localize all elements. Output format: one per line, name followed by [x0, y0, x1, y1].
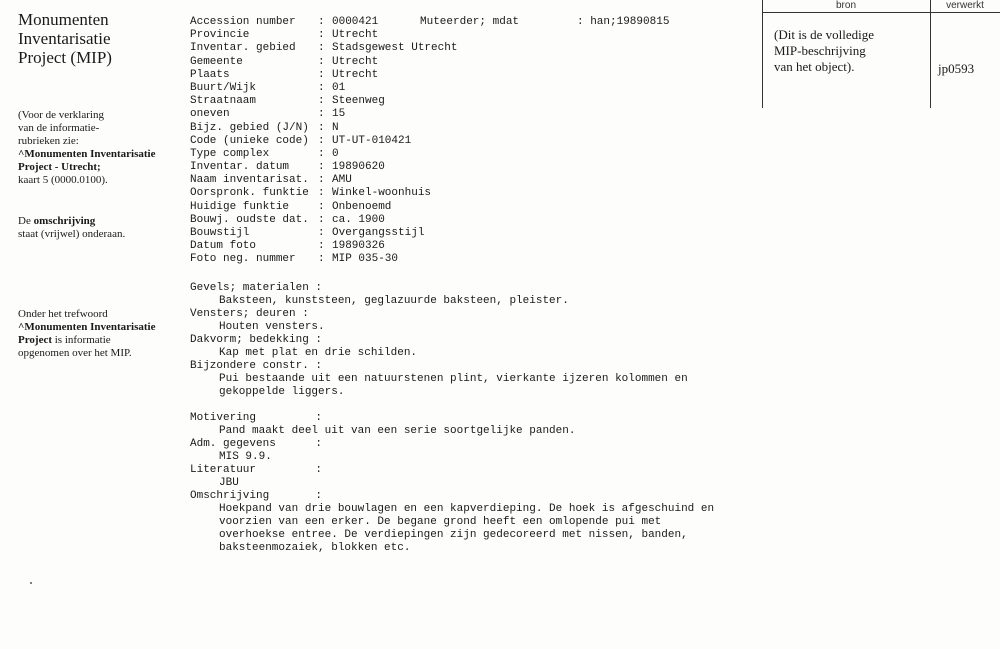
field-value: 15 — [332, 108, 346, 121]
section-text: Pui bestaande uit een natuurstenen plint, vierkante ijzeren kolommen en — [219, 373, 688, 385]
field-separator: : — [318, 16, 325, 28]
field-row — [190, 201, 452, 214]
field-row — [190, 16, 452, 29]
field-label: Oorspronk. funktie — [190, 187, 309, 200]
field-separator: : — [318, 108, 325, 121]
field-separator: : — [318, 95, 325, 108]
section-text: JBU — [219, 477, 239, 489]
note-line: Onder het trefwoord — [18, 308, 108, 320]
note-line: rubrieken zie: — [18, 135, 79, 147]
field-separator: : — [318, 55, 325, 68]
field-label: Inventar. datum — [190, 161, 290, 174]
section-heading: Dakvorm; bedekking : — [190, 334, 323, 346]
section-heading: Vensters; deuren : — [190, 308, 309, 320]
section-gevels — [190, 282, 750, 308]
field-row — [190, 253, 452, 266]
section-text: overhoekse entree. De verdiepingen zijn gedecoreerd met nissen, banden, — [219, 529, 688, 541]
note-bold: Project — [18, 334, 52, 346]
keyword-note — [18, 308, 168, 360]
field-value: ca. 1900 — [332, 213, 385, 226]
source-note-line: van het object). — [774, 59, 855, 74]
section-text: Houten vensters. — [219, 321, 325, 333]
section-adm-gegevens — [190, 438, 750, 464]
mutator-value: : han;19890815 — [577, 16, 670, 28]
field-row — [190, 69, 452, 82]
field-row — [190, 240, 452, 253]
field-label: Gemeente — [190, 55, 243, 68]
record-fields — [190, 16, 670, 267]
field-value: AMU — [332, 174, 352, 187]
field-separator: : — [318, 174, 325, 187]
section-text: MIS 9.9. — [219, 451, 272, 463]
field-label: Accession number — [190, 16, 296, 28]
section-heading: Bijzondere constr. : — [190, 360, 323, 372]
note-bold: Project - Utrecht; — [18, 161, 101, 173]
field-row — [190, 174, 452, 187]
field-row — [190, 42, 458, 55]
scan-speck — [30, 582, 32, 584]
note-bold: ^Monumenten Inventarisatie — [18, 321, 156, 333]
field-value: 19890326 — [332, 240, 385, 253]
field-separator: : — [318, 240, 325, 253]
field-row — [190, 214, 452, 227]
field-label: Datum foto — [190, 240, 257, 253]
field-row — [190, 161, 452, 174]
note-line: kaart 5 (0000.0100). — [18, 174, 108, 186]
record-sections — [190, 282, 750, 555]
field-value: Utrecht — [332, 68, 379, 81]
field-label: Plaats — [190, 68, 230, 81]
field-row — [190, 56, 452, 69]
field-separator: : — [318, 81, 325, 94]
field-value: 0000421 — [332, 16, 379, 28]
field-separator: : — [318, 161, 325, 174]
explanation-note — [18, 109, 168, 187]
section-text: Kap met plat en drie schilden. — [219, 347, 418, 359]
table-divider — [930, 0, 931, 108]
field-value: 19890620 — [332, 161, 385, 174]
section-vensters — [190, 308, 750, 334]
section-text: baksteenmozaiek, blokken etc. — [219, 542, 411, 554]
table-border — [762, 0, 763, 108]
field-value: MIP 035-30 — [332, 253, 399, 266]
field-separator: : — [318, 29, 325, 42]
field-label: Provincie — [190, 29, 250, 42]
field-value: Overgangsstijl — [332, 227, 425, 239]
field-row — [190, 82, 452, 95]
section-heading: Gevels; materialen : — [190, 282, 323, 294]
processed-code: jp0593 — [938, 61, 975, 76]
section-heading: Adm. gegevens : — [190, 438, 323, 450]
field-label: Bouwstijl — [190, 227, 250, 239]
project-title-line: Project (MIP) — [18, 48, 112, 67]
field-separator: : — [318, 121, 325, 134]
field-value: Winkel-woonhuis — [332, 187, 432, 200]
note-line: staat (vrijwel) onderaan. — [18, 228, 126, 240]
table-header-rule — [762, 12, 1000, 13]
field-separator: : — [318, 42, 325, 55]
column-header-verwerkt: verwerkt — [946, 0, 984, 11]
field-label: Bijz. gebied (J/N) — [190, 121, 309, 134]
source-note — [774, 27, 914, 75]
field-label: Bouwj. oudste dat. — [190, 213, 309, 226]
field-separator: : — [318, 253, 325, 266]
field-row — [190, 135, 452, 148]
description-location-note — [18, 215, 168, 241]
field-value: Onbenoemd — [332, 200, 392, 213]
section-text: voorzien van een erker. De begane grond heeft een omlopende pui met — [219, 516, 662, 528]
section-omschrijving — [190, 490, 750, 555]
source-note-line: MIP-beschrijving — [774, 43, 866, 58]
field-row — [190, 108, 452, 121]
note-line: (Voor de verklaring — [18, 109, 104, 121]
field-label: Type complex — [190, 147, 270, 160]
note-text: is informatie — [52, 334, 111, 346]
note-text: De — [18, 215, 34, 227]
field-value: UT-UT-010421 — [332, 134, 412, 147]
field-row — [190, 148, 452, 161]
mutator-label: Muteerder; mdat — [420, 16, 520, 28]
note-line: opgenomen over het MIP. — [18, 347, 132, 359]
section-motivering — [190, 412, 750, 438]
field-separator: : — [318, 213, 325, 226]
field-separator: : — [318, 147, 325, 160]
note-bold: ^Monumenten Inventarisatie — [18, 148, 156, 160]
note-line: van de informatie- — [18, 122, 100, 134]
field-label: Inventar. gebied — [190, 42, 296, 55]
field-label: Straatnaam — [190, 95, 257, 108]
field-label: Buurt/Wijk — [190, 81, 257, 94]
field-row — [190, 122, 452, 135]
section-text: Baksteen, kunststeen, geglazuurde baksteen, pleister. — [219, 295, 569, 307]
field-value: Utrecht — [332, 29, 379, 42]
field-separator: : — [318, 227, 325, 239]
section-dakvorm — [190, 334, 750, 360]
field-value: N — [332, 121, 339, 134]
field-label: Foto neg. nummer — [190, 253, 296, 266]
field-separator: : — [318, 187, 325, 200]
field-label: Code (unieke code) — [190, 134, 309, 147]
section-text: gekoppelde liggers. — [219, 386, 345, 398]
field-row — [190, 187, 452, 200]
field-value: Steenweg — [332, 95, 385, 108]
project-title-line: Monumenten — [18, 10, 109, 29]
source-note-line: (Dit is de volledige — [774, 27, 875, 42]
field-separator: : — [318, 200, 325, 213]
field-label: Huidige funktie — [190, 200, 290, 213]
field-value: 0 — [332, 147, 339, 160]
field-separator: : — [318, 134, 325, 147]
section-heading: Motivering : — [190, 412, 323, 424]
section-bijzondere-constr — [190, 360, 750, 399]
field-row — [190, 227, 452, 240]
field-separator: : — [318, 68, 325, 81]
section-heading: Literatuur : — [190, 464, 323, 476]
field-row — [190, 29, 452, 42]
field-value: Stadsgewest Utrecht — [332, 42, 458, 55]
section-literatuur — [190, 464, 750, 490]
section-text: Pand maakt deel uit van een serie soortgelijke panden. — [219, 425, 576, 437]
note-bold: omschrijving — [33, 215, 96, 227]
column-header-bron: bron — [835, 0, 856, 11]
field-label: Naam inventarisat. — [190, 174, 309, 187]
section-text: Hoekpand van drie bouwlagen en een kapverdieping. De hoek is afgeschuind en — [219, 503, 715, 515]
field-value: Utrecht — [332, 55, 379, 68]
source-table — [762, 0, 1000, 108]
field-value: 01 — [332, 81, 346, 94]
project-title-line: Inventarisatie — [18, 29, 111, 48]
project-title — [18, 10, 168, 67]
section-heading: Omschrijving : — [190, 490, 323, 502]
field-label: oneven — [190, 108, 230, 121]
field-row — [190, 95, 452, 108]
